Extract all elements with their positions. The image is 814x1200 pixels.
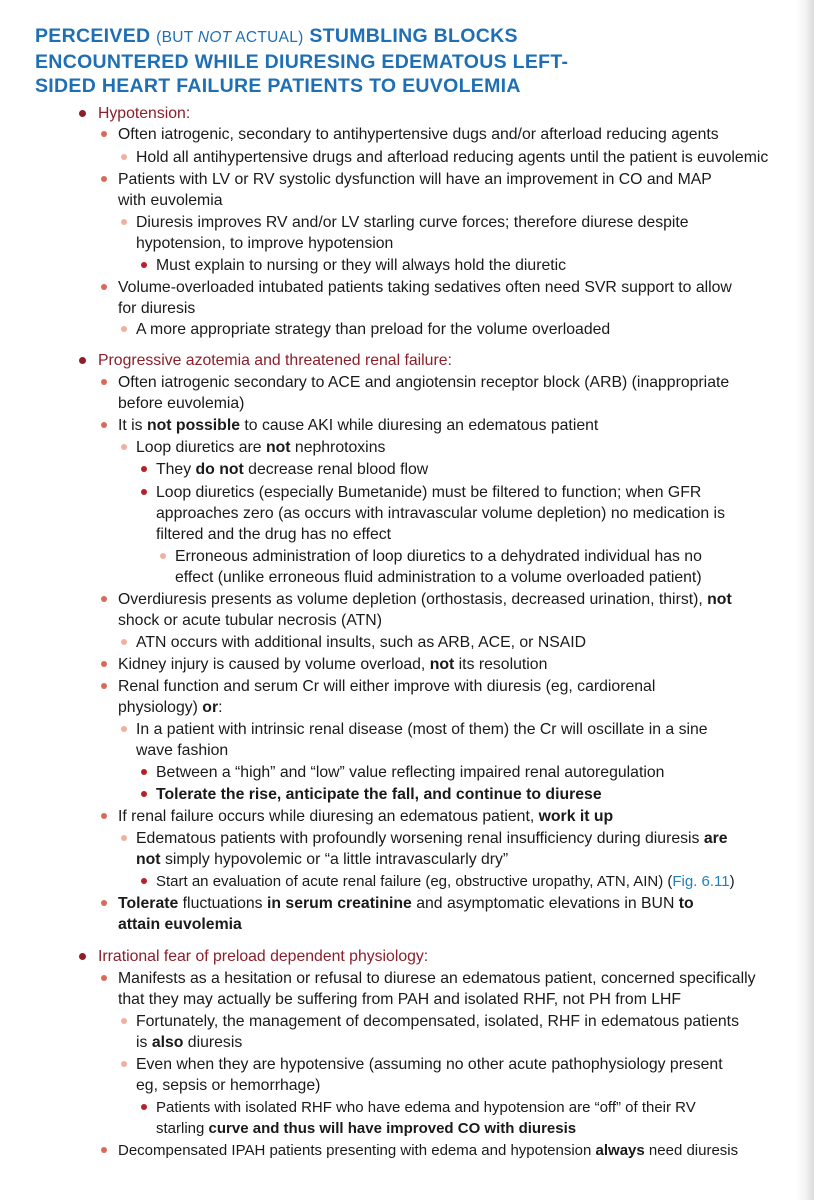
list-item: It is not possible to cause AKI while diuresing an edematous patient [118, 417, 599, 434]
bullet-level4 [141, 769, 147, 775]
title-part: (BUT [156, 29, 198, 46]
bullet-level3 [121, 835, 127, 841]
list-item-cont: starling curve and thus will have improved CO with diuresis [156, 1120, 577, 1137]
section-heading: Hypotension: [98, 105, 191, 122]
bullet-level3 [121, 444, 127, 450]
list-item-cont: eg, sepsis or hemorrhage) [136, 1077, 321, 1094]
list-item-cont: shock or acute tubular necrosis (ATN) [118, 612, 382, 629]
bullet-level1 [79, 953, 86, 960]
list-item: Renal function and serum Cr will either improve with diuresis (eg, cardiorenal [118, 678, 656, 695]
list-item: Often iatrogenic, secondary to antihypertensive dugs and/or afterload reducing agents [118, 126, 719, 143]
bullet-level2 [101, 813, 107, 819]
list-item: Manifests as a hesitation or refusal to diurese an edematous patient, concerned specifically [118, 970, 756, 987]
list-item: They do not decrease renal blood flow [156, 461, 429, 478]
bullet-level2 [101, 661, 107, 667]
list-item: Often iatrogenic secondary to ACE and angiotensin receptor block (ARB) (inappropriate [118, 374, 730, 391]
list-item-cont: approaches zero (as occurs with intravascular volume depletion) no medication is [156, 505, 725, 522]
title-line: ENCOUNTERED WHILE DIURESING EDEMATOUS LEFT- [35, 51, 569, 73]
bullet-level2 [101, 1147, 107, 1153]
list-item-cont: with euvolemia [118, 192, 223, 209]
list-item: Tolerate fluctuations in serum creatinine and asymptomatic elevations in BUN to [118, 895, 694, 912]
bullet-level3 [121, 1061, 127, 1067]
list-item: Patients with LV or RV systolic dysfunction will have an improvement in CO and MAP [118, 171, 712, 188]
bullet-level2 [101, 379, 107, 385]
title-line: SIDED HEART FAILURE PATIENTS TO EUVOLEMIA [35, 75, 521, 97]
bullet-level3 [121, 219, 127, 225]
bullet-level2 [101, 596, 107, 602]
bullet-level4 [141, 1104, 147, 1110]
bullet-level4 [141, 878, 147, 884]
list-item: Loop diuretics (especially Bumetanide) must be filtered to function; when GFR [156, 484, 702, 501]
section-heading: Irrational fear of preload dependent physiology: [98, 948, 429, 965]
list-item: Patients with isolated RHF who have edema and hypotension are “off” of their RV [156, 1099, 696, 1116]
list-item: Even when they are hypotensive (assuming no other acute pathophysiology present [136, 1056, 723, 1073]
list-item: Diuresis improves RV and/or LV starling curve forces; therefore diurese despite [136, 214, 689, 231]
list-item: Tolerate the rise, anticipate the fall, and continue to diurese [156, 786, 602, 803]
list-item: ATN occurs with additional insults, such as ARB, ACE, or NSAID [136, 634, 587, 651]
bullet-level2 [101, 176, 107, 182]
bullet-level5 [160, 553, 166, 559]
list-item: Start an evaluation of acute renal failure (eg, obstructive uropathy, ATN, AIN) (Fig. 6.11) [156, 873, 735, 890]
title-part: NOT [197, 29, 232, 46]
list-item: Loop diuretics are not nephrotoxins [136, 439, 386, 456]
bullet-level2 [101, 683, 107, 689]
bullet-level1 [79, 110, 86, 117]
list-item-cont: attain euvolemia [118, 916, 242, 933]
bullet-level2 [101, 284, 107, 290]
list-item-cont: not simply hypovolemic or “a little intravascularly dry” [136, 851, 509, 868]
bullet-level4 [141, 262, 147, 268]
list-item: A more appropriate strategy than preload for the volume overloaded [136, 321, 611, 338]
title-part: PERCEIVED [35, 25, 157, 47]
section-heading: Progressive azotemia and threatened renal failure: [98, 352, 452, 369]
bullet-level3 [121, 726, 127, 732]
bullet-level4 [141, 489, 147, 495]
list-item-cont: wave fashion [136, 742, 229, 759]
bullet-level1 [79, 357, 86, 364]
list-item-cont: hypotension, to improve hypotension [136, 235, 394, 252]
list-item: Kidney injury is caused by volume overload, not its resolution [118, 656, 548, 673]
bullet-level2 [101, 975, 107, 981]
list-item: Between a “high” and “low” value reflecting impaired renal autoregulation [156, 764, 665, 781]
bullet-level4 [141, 791, 147, 797]
bullet-level2 [101, 422, 107, 428]
list-item-cont: effect (unlike erroneous fluid administration to a volume overloaded patient) [175, 569, 702, 586]
bullet-level4 [141, 466, 147, 472]
list-item-cont: for diuresis [118, 300, 196, 317]
list-item: Decompensated IPAH patients presenting with edema and hypotension always need diuresis [118, 1142, 739, 1159]
list-item: Fortunately, the management of decompensated, isolated, RHF in edematous patients [136, 1013, 739, 1030]
list-item: Hold all antihypertensive drugs and afterload reducing agents until the patient is euvolemic [136, 149, 769, 166]
list-item: If renal failure occurs while diuresing an edematous patient, work it up [118, 808, 614, 825]
list-item: Erroneous administration of loop diuretics to a dehydrated individual has no [175, 548, 702, 565]
list-item: In a patient with intrinsic renal disease (most of them) the Cr will oscillate in a sine [136, 721, 708, 738]
list-item-cont: is also diuresis [136, 1034, 243, 1051]
bullet-level3 [121, 639, 127, 645]
list-item: Edematous patients with profoundly worsening renal insufficiency during diuresis are [136, 830, 728, 847]
bullet-level3 [121, 326, 127, 332]
figure-link[interactable]: Fig. 6.11 [672, 873, 730, 890]
list-item-cont: filtered and the drug has no effect [156, 526, 392, 543]
page-edge-shadow [796, 0, 814, 1200]
page-title [35, 24, 755, 98]
title-part: STUMBLING BLOCKS [303, 25, 518, 47]
bullet-level2 [101, 900, 107, 906]
list-item-cont: before euvolemia) [118, 395, 245, 412]
bullet-level2 [101, 131, 107, 137]
list-item: Volume-overloaded intubated patients taking sedatives often need SVR support to allow [118, 279, 732, 296]
list-item-cont: physiology) or: [118, 699, 223, 716]
list-item: Overdiuresis presents as volume depletion (orthostasis, decreased urination, thirst), not [118, 591, 732, 608]
bullet-level3 [121, 1018, 127, 1024]
title-part: ACTUAL) [231, 29, 304, 46]
list-item-cont: that they may actually be suffering from PAH and isolated RHF, not PH from LHF [118, 991, 682, 1008]
list-item: Must explain to nursing or they will always hold the diuretic [156, 257, 567, 274]
bullet-level3 [121, 154, 127, 160]
